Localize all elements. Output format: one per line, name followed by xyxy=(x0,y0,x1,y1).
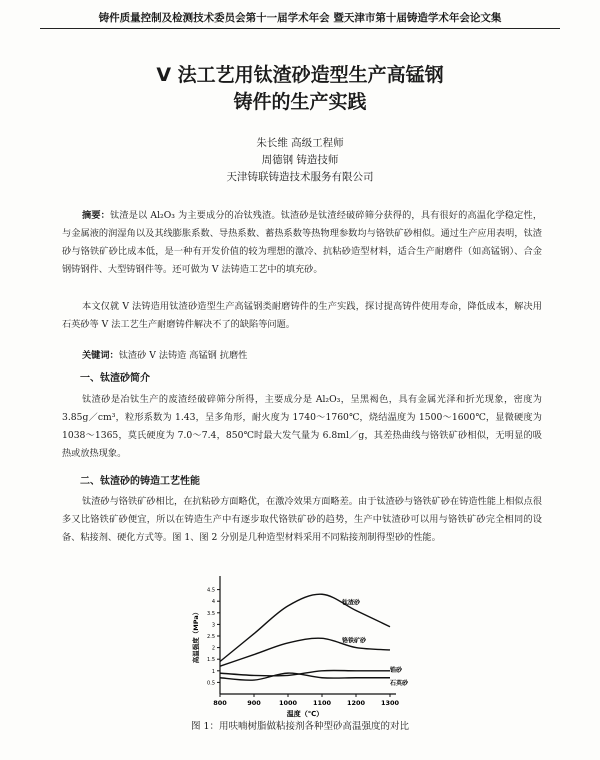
x-tick-label: 1100 xyxy=(312,699,332,707)
running-head: 铸件质量控制及检测技术委员会第十一届学术年会 暨天津市第十届铸造学术年会论文集 xyxy=(40,10,560,29)
title-line-1: V 法工艺用钛渣砂造型生产高锰钢 xyxy=(156,64,444,86)
x-tick-label: 1200 xyxy=(346,699,366,707)
section-2-text: 钛渣砂与铬铁矿砂相比，在抗粘砂方面略优，在激冷效果方面略差。由于钛渣砂与铬铁矿砂在铸造性能上相似点很多又比铬铁矿砂便宜，所以在铸造生产中有逐步取代铬铁矿砂的趋势，生产中钛渣砂可以用与铬铁矿砂完全相同的设备、粘接剂、硬化方式等。图 1、图 2 分别是几种造型材料采用不同粘接剂制得型砂的性能。 xyxy=(62,496,542,543)
title-line-2: 铸件的生产实践 xyxy=(233,91,367,113)
series-label-3: 锆砂 xyxy=(390,666,403,674)
y-tick-label: 1.5 xyxy=(207,657,215,664)
x-tick-label: 900 xyxy=(247,699,261,707)
y-tick-label: 2 xyxy=(211,645,215,652)
keywords-text: 钛渣砂 V 法铸造 高锰钢 抗磨性 xyxy=(118,350,248,361)
intro-paragraph: 本文仅就 V 法铸造用钛渣砂造型生产高锰钢类耐磨铸件的生产实践，探讨提高铸件使用寿命，降低成本，解决用石英砂等 V 法工艺生产耐磨铸件解决不了的缺陷等问题。 xyxy=(62,301,542,330)
y-axis-label: 高温强度（MPa） xyxy=(192,608,200,664)
abstract-label: 摘要： xyxy=(82,210,111,221)
series-label-2: 铬铁矿砂 xyxy=(342,637,367,645)
y-tick-label: 3 xyxy=(211,622,215,629)
author-1: 朱长维 高级工程师 xyxy=(256,137,344,149)
figure-1-caption: 图 1：用呋喃树脂做粘接剂各种型砂高温强度的对比 xyxy=(190,721,410,732)
x-tick-label: 800 xyxy=(213,699,227,707)
y-tick-label: 4 xyxy=(211,599,215,606)
abstract xyxy=(62,207,542,279)
abstract-text: 钛渣是以 Al₂O₃ 为主要成分的冶钛残渣。钛渣砂是钛渣经破碎筛分获得的，具有很好的高温化学稳定性，与金属液的润湿角以及其线膨胀系数、导热系数、蓄热系数等热物理参数均与铬铁矿砂相似。通过生产应用表明，钛渣砂与铬铁矿砂比成本低，是一种有开发价值的较为理想的激冷、抗粘砂造型材料，适合生产耐磨件（如高锰钢）、合金钢铸钢件、大型铸钢件等。还可做为 V 法铸造工艺中的填充砂。 xyxy=(62,210,543,275)
series-line-4 xyxy=(220,673,390,680)
y-tick-label: 3.5 xyxy=(207,610,215,617)
section-1-heading: 一、钛渣砂简介 xyxy=(80,373,150,384)
y-tick-label: 4.5 xyxy=(207,587,215,594)
figure-1-chart xyxy=(180,568,420,718)
affiliation: 天津铸联铸造技术服务有限公司 xyxy=(226,171,374,183)
keywords-label: 关键词： xyxy=(82,350,119,361)
section-2-heading: 二、钛渣砂的铸造工艺性能 xyxy=(80,476,200,487)
keywords xyxy=(62,347,542,365)
y-tick-label: 2.5 xyxy=(207,634,215,640)
author-2: 周德钢 铸造技师 xyxy=(261,154,339,166)
x-axis-label: 温度（℃） xyxy=(286,710,324,718)
paper-title xyxy=(60,62,540,116)
series-line-1 xyxy=(220,594,390,661)
author-block xyxy=(150,135,450,186)
section-1-text: 钛渣砂是冶钛生产的废渣经破碎筛分所得，主要成分是 Al₂O₃，呈黑褐色，具有金属光泽和折光现象，密度为 3.85g／cm³，粒形系数为 1.43，呈多角形，耐火度为 1740～1760℃，烧结温度为 1500～1600℃，显微硬度为 1038～1365，莫氏硬度为 7.0～7.4，850℃时最大发气量为 6.8ml／g，其差热曲线与铬铁矿砂相似，无明显的吸热或放热现象。 xyxy=(62,394,542,459)
y-tick-label: 0.5 xyxy=(207,680,215,687)
series-label-1: 钛渣砂 xyxy=(342,599,361,607)
x-tick-label: 1300 xyxy=(380,699,400,707)
x-tick-label: 1000 xyxy=(278,699,298,707)
y-tick-label: 1 xyxy=(211,668,215,675)
series-label-4: 石英砂 xyxy=(390,679,409,687)
